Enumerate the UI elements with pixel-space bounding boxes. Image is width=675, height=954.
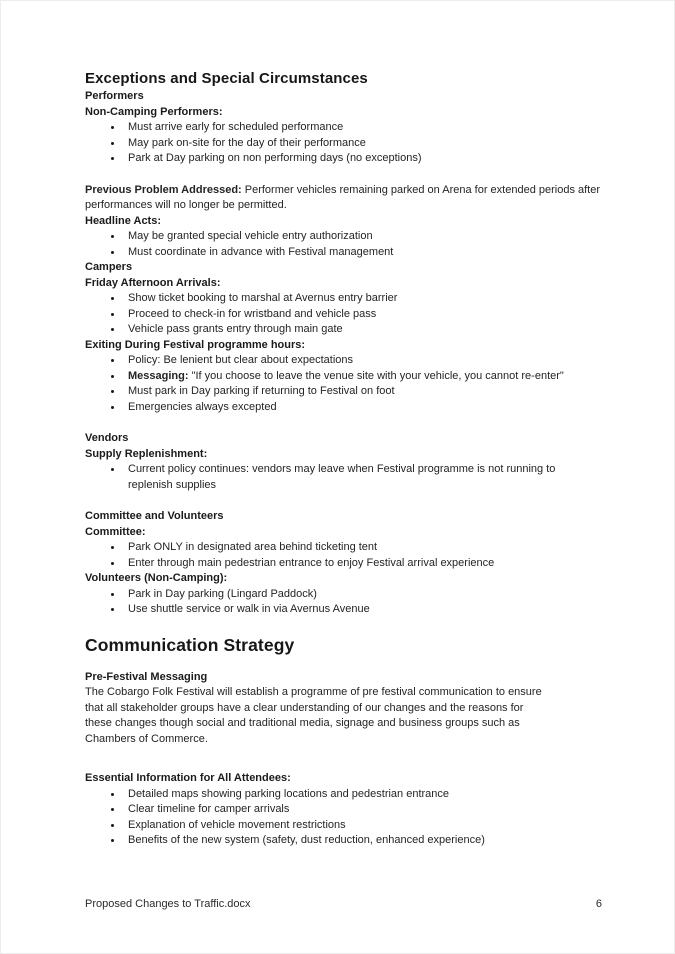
list-item: • Must coordinate in advance with Festival management: [123, 245, 602, 261]
list-item: • Park in Day parking (Lingard Paddock): [123, 587, 602, 603]
list-item: • Park at Day parking on non performing days (no exceptions): [123, 151, 602, 167]
section-title-communication: Communication Strategy: [85, 634, 295, 655]
list-item: • Proceed to check-in for wristband and vehicle pass: [123, 307, 602, 323]
heading-vendors: Vendors: [85, 432, 129, 444]
headline-acts-list: [85, 229, 602, 260]
essential-information-list: [85, 787, 602, 849]
heading-committee-volunteers: Committee and Volunteers: [85, 510, 224, 522]
committee-list: [85, 540, 602, 571]
footer-page-number: 6: [595, 898, 602, 910]
list-item: • May be granted special vehicle entry authorization: [123, 229, 602, 245]
list-item: • Use shuttle service or walk in via Avernus Avenue: [123, 602, 602, 618]
list-item: • Benefits of the new system (safety, dust reduction, enhanced experience): [123, 833, 602, 849]
vertical-spacer: [85, 493, 602, 509]
messaging-text: "If you choose to leave the venue site with your vehicle, you cannot re-enter": [188, 369, 564, 382]
heading-performers: Performers: [85, 90, 144, 102]
section-title-exceptions: Exceptions and Special Circumstances: [85, 70, 368, 87]
list-item: • Explanation of vehicle movement restrictions: [123, 818, 602, 834]
list-item: • Show ticket booking to marshal at Avernus entry barrier: [123, 291, 602, 307]
label-headline-acts: Headline Acts:: [85, 214, 162, 227]
exiting-hours-list: [85, 353, 602, 415]
non-camping-performers-list: [85, 120, 602, 167]
heading-campers: Campers: [85, 261, 133, 273]
heading-pre-festival-messaging: Pre-Festival Messaging: [85, 670, 208, 683]
list-item: [123, 369, 602, 385]
list-item: • Policy: Be lenient but clear about expectations: [123, 353, 602, 369]
volunteers-list: [85, 587, 602, 618]
list-item: • May park on-site for the day of their performance: [123, 136, 602, 152]
previous-problem-paragraph: [85, 183, 602, 214]
pre-festival-paragraph: The Cobargo Folk Festival will establish a programme of pre festival communication to ensure that all stakeholder groups have a clear understanding of our changes and the reasons for these changes though social and traditional media, signage and business groups such as Chambers of Commerce.: [85, 686, 542, 745]
list-item: • Enter through main pedestrian entrance to enjoy Festival arrival experience: [123, 556, 602, 572]
friday-arrivals-list: [85, 291, 602, 338]
list-item: • Vehicle pass grants entry through main gate: [123, 322, 602, 338]
list-item: • Detailed maps showing parking locations and pedestrian entrance: [123, 787, 602, 803]
label-essential-information: Essential Information for All Attendees:: [85, 772, 291, 784]
label-volunteers-non-camping: Volunteers (Non-Camping):: [85, 572, 228, 584]
previous-problem-label: Previous Problem Addressed:: [85, 183, 242, 196]
list-item: • Clear timeline for camper arrivals: [123, 802, 602, 818]
vertical-spacer: [85, 167, 602, 183]
label-non-camping-performers: Non-Camping Performers:: [85, 105, 223, 118]
list-item: • Must arrive early for scheduled performance: [123, 120, 602, 136]
supply-replenishment-list: [85, 462, 602, 493]
label-committee: Committee:: [85, 525, 146, 538]
previous-problem-text: Performer vehicles remaining parked on Arena for extended periods after performances will no longer be permitted.: [85, 183, 601, 211]
label-friday-arrivals: Friday Afternoon Arrivals:: [85, 276, 221, 289]
footer-filename: Proposed Changes to Traffic.docx: [85, 898, 251, 910]
label-supply-replenishment: Supply Replenishment:: [85, 447, 208, 460]
messaging-label: Messaging:: [128, 369, 189, 382]
label-exiting-hours: Exiting During Festival programme hours:: [85, 338, 306, 351]
vertical-spacer: [85, 415, 602, 431]
page-footer: [85, 897, 602, 913]
list-item: • Must park in Day parking if returning to Festival on foot: [123, 384, 602, 400]
list-item: • Emergencies always excepted: [123, 400, 602, 416]
list-item: • Park ONLY in designated area behind ticketing tent: [123, 540, 602, 556]
list-item: • Current policy continues: vendors may leave when Festival programme is not running to replenish supplies: [123, 462, 602, 493]
